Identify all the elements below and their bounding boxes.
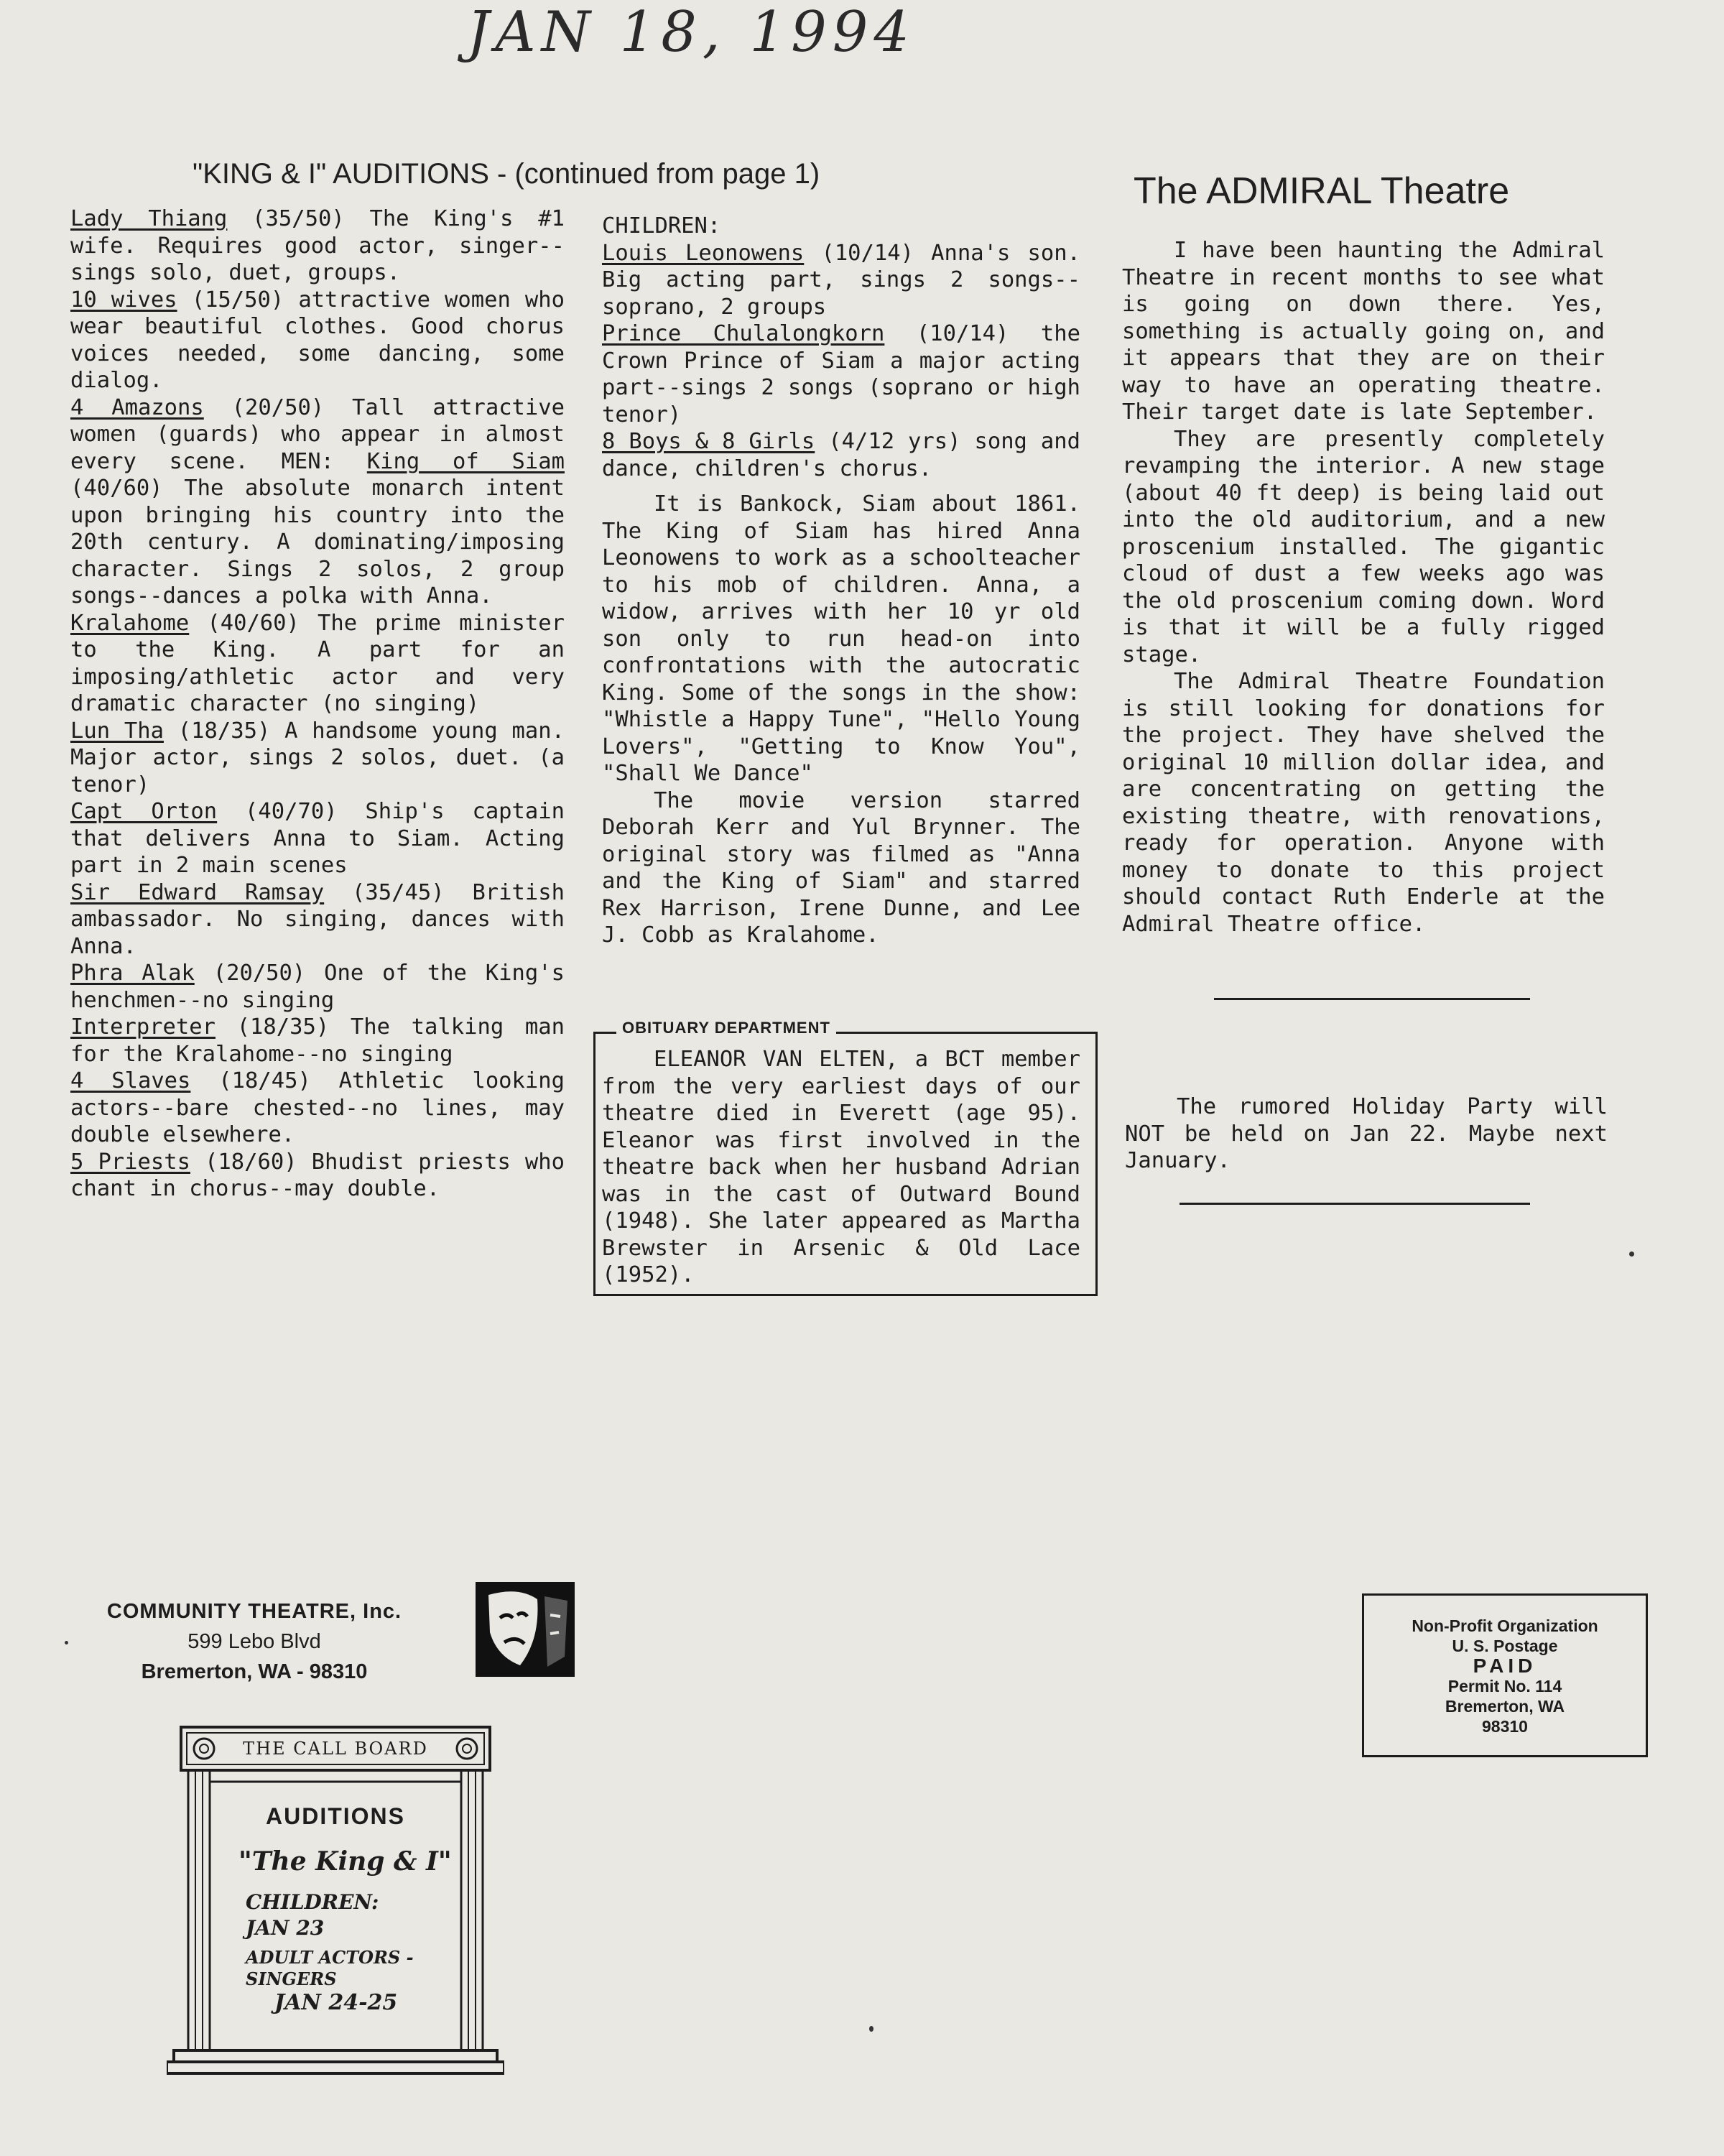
obituary-paragraph: ELEANOR VAN ELTEN, a BCT member from the very earliest days of our theatre died in Everett (age 95). Eleanor was first involved in the theatre back when her husband Adrian was in the cast of Outward Bound (1948). She later appeared as Martha Brewster in Arsenic & Old Lace (1952). xyxy=(602,1047,1080,1287)
postage-line: Bremerton, WA xyxy=(1445,1697,1565,1716)
role-desc: (20/50) Tall attractive women (guards) who appear in almost every scene. xyxy=(70,394,565,474)
role-desc: (15/50) attractive women who wear beautiful clothes. Good chorus voices needed, some dancing, some dialog. xyxy=(70,287,565,393)
role-desc: (18/60) Bhudist priests who chant in chorus--may double. xyxy=(70,1149,565,1201)
role-name: Lady Thiang xyxy=(70,206,228,231)
postage-line: Permit No. 114 xyxy=(1447,1677,1562,1695)
role-desc: (20/50) One of the King's henchmen--no singing xyxy=(70,961,565,1013)
role-name: Phra Alak xyxy=(70,961,195,986)
role-desc: (40/60) The absolute monarch intent upon bringing his country into the 20th century. A dominating/imposing character. Sings 2 solos, 2 group songs--dances a polka with Anna. xyxy=(70,476,565,609)
call-board-heading: AUDITIONS xyxy=(266,1803,405,1829)
dust-speck xyxy=(65,1641,68,1644)
role-name: 8 Boys & 8 Girls xyxy=(602,429,815,454)
auditions-heading: "KING & I" AUDITIONS - (continued from page 1) xyxy=(193,158,820,190)
role-entry xyxy=(70,1014,565,1068)
role-desc: (10/14) the Crown Prince of Siam a major acting part--sings 2 songs (soprano or high tenor) xyxy=(602,321,1080,427)
postage-line: U. S. Postage xyxy=(1452,1637,1558,1655)
role-desc: (4/12 yrs) song and dance, children's chorus. xyxy=(602,429,1080,481)
role-name: Prince Chulalongkorn xyxy=(602,321,885,346)
call-board-show: "The King & I" xyxy=(238,1846,452,1877)
city-address: Bremerton, WA - 98310 xyxy=(141,1660,368,1683)
admiral-column xyxy=(1122,237,1605,938)
role-entry xyxy=(70,960,565,1014)
role-desc: (10/14) Anna's son. Big acting part, sings 2 songs--soprano, 2 groups xyxy=(602,240,1080,320)
role-entry xyxy=(70,205,565,287)
role-desc: (18/45) Athletic looking actors--bare chested--no lines, may double elsewhere. xyxy=(70,1068,565,1147)
role-name: Sir Edward Ramsay xyxy=(70,879,325,905)
role-desc: (40/70) Ship's captain that delivers Anna to Siam. Acting part in 2 main scenes xyxy=(70,799,565,878)
role-entry xyxy=(70,287,565,394)
role-name: Interpreter xyxy=(70,1014,216,1040)
role-name: Capt Orton xyxy=(70,799,218,824)
role-entry xyxy=(602,428,1080,482)
admiral-paragraph-1: I have been haunting the Admiral Theatre in recent months to see what is going on down there. Yes, something is actually going on, and it appears that they are on their way to have an operating theatre. Their target date is late September. xyxy=(1122,238,1605,425)
role-name: 4 Amazons xyxy=(70,394,204,420)
role-desc: (35/45) British ambassador. No singing, dances with Anna. xyxy=(70,879,565,959)
role-desc: (18/35) A handsome young man. Major actor, sings 2 solos, duet. (a tenor) xyxy=(70,718,565,797)
admiral-paragraph-3: The Admiral Theatre Foundation is still looking for donations for the project. They have shelved the original 10 million dollar idea, and are concentrating on getting the existing theatre, with renovations, ready for operation. Anyone with money to donate to this project should contact Ruth Enderle at the Admiral Theatre office. xyxy=(1122,669,1605,937)
role-entry xyxy=(602,320,1080,428)
admiral-heading: The ADMIRAL Theatre xyxy=(1134,170,1510,212)
dust-speck xyxy=(1629,1252,1634,1257)
roles-column xyxy=(70,205,565,1203)
handwritten-date: JAN 18, 1994 xyxy=(467,0,915,65)
children-heading: CHILDREN: xyxy=(602,213,721,239)
role-name: 4 Slaves xyxy=(70,1068,191,1093)
role-entry xyxy=(70,1149,565,1203)
role-desc: (35/50) The King's #1 wife. Requires good actor, singer--sings solo, duet, groups. xyxy=(70,206,565,285)
call-board-title: THE CALL BOARD xyxy=(243,1739,428,1759)
role-prefix: MEN: xyxy=(281,448,335,474)
theatre-masks-logo xyxy=(476,1582,575,1677)
children-column xyxy=(602,213,1080,949)
role-name: 10 wives xyxy=(70,287,177,313)
return-address xyxy=(68,1596,441,1687)
dust-speck xyxy=(869,2026,873,2032)
holiday-notice xyxy=(1125,1093,1608,1175)
role-desc: (40/60) The prime minister to the King. A part for an imposing/athletic actor and very dramatic character (no singing) xyxy=(70,610,565,716)
story-paragraph: It is Bankock, Siam about 1861. The King of Siam has hired Anna Leonowens to work as a schoolteacher to his mob of children. Anna, a widow, arrives with her 10 yr old son only to run head-on into confrontations with the autocratic King. Some of the songs in the show: "Whistle a Happy Tune", "Hello Young Lovers", "Getting to Know You", "Shall We Dance" xyxy=(602,491,1080,786)
role-entry xyxy=(70,394,565,610)
role-entry xyxy=(70,1068,565,1149)
divider-rule xyxy=(1214,998,1530,1000)
postage-line: Non-Profit Organization xyxy=(1412,1616,1598,1635)
role-entry xyxy=(70,879,565,961)
org-name: COMMUNITY THEATRE, Inc. xyxy=(106,1600,402,1623)
holiday-paragraph: The rumored Holiday Party will NOT be held on Jan 22. Maybe next January. xyxy=(1125,1094,1608,1173)
movie-paragraph: The movie version starred Deborah Kerr and Yul Brynner. The original story was filmed as "Anna and the King of Siam" and starred Rex Harrison, Irene Dunne, and Lee J. Cobb as Kralahome. xyxy=(602,787,1080,948)
call-board-children: CHILDREN: JAN 23 xyxy=(246,1890,379,1940)
street-address: 599 Lebo Blvd xyxy=(187,1630,321,1653)
role-entry xyxy=(70,718,565,799)
role-name: King of Siam xyxy=(366,448,565,474)
postage-paid: PAID xyxy=(1473,1655,1537,1677)
role-desc: (18/35) The talking man for the Kralahome--no singing xyxy=(70,1014,565,1067)
call-board-adult-dates: JAN 24-25 xyxy=(274,1990,398,2015)
role-entry xyxy=(70,610,565,718)
admiral-paragraph-2: They are presently completely revamping the interior. A new stage (about 40 ft deep) is being laid out into the old auditorium, and a new proscenium installed. The gigantic cloud of dust a few weeks ago was the old proscenium coming down. Word is that it will be a fully rigged stage. xyxy=(1122,426,1605,667)
postage-line: 98310 xyxy=(1482,1717,1528,1736)
call-board-adult: ADULT ACTORS - SINGERS xyxy=(246,1947,414,1989)
obituary-label: OBITUARY DEPARTMENT xyxy=(616,1019,836,1037)
role-name: Lun Tha xyxy=(70,718,164,744)
divider-rule xyxy=(1180,1203,1530,1205)
role-entry xyxy=(70,798,565,879)
role-name: 5 Priests xyxy=(70,1149,190,1175)
call-board xyxy=(167,1724,504,2076)
obituary-text xyxy=(602,1046,1080,1289)
role-name: Louis Leonowens xyxy=(602,240,805,266)
role-name: Kralahome xyxy=(70,610,190,636)
role-entry xyxy=(602,240,1080,321)
postage-indicia xyxy=(1362,1593,1648,1757)
